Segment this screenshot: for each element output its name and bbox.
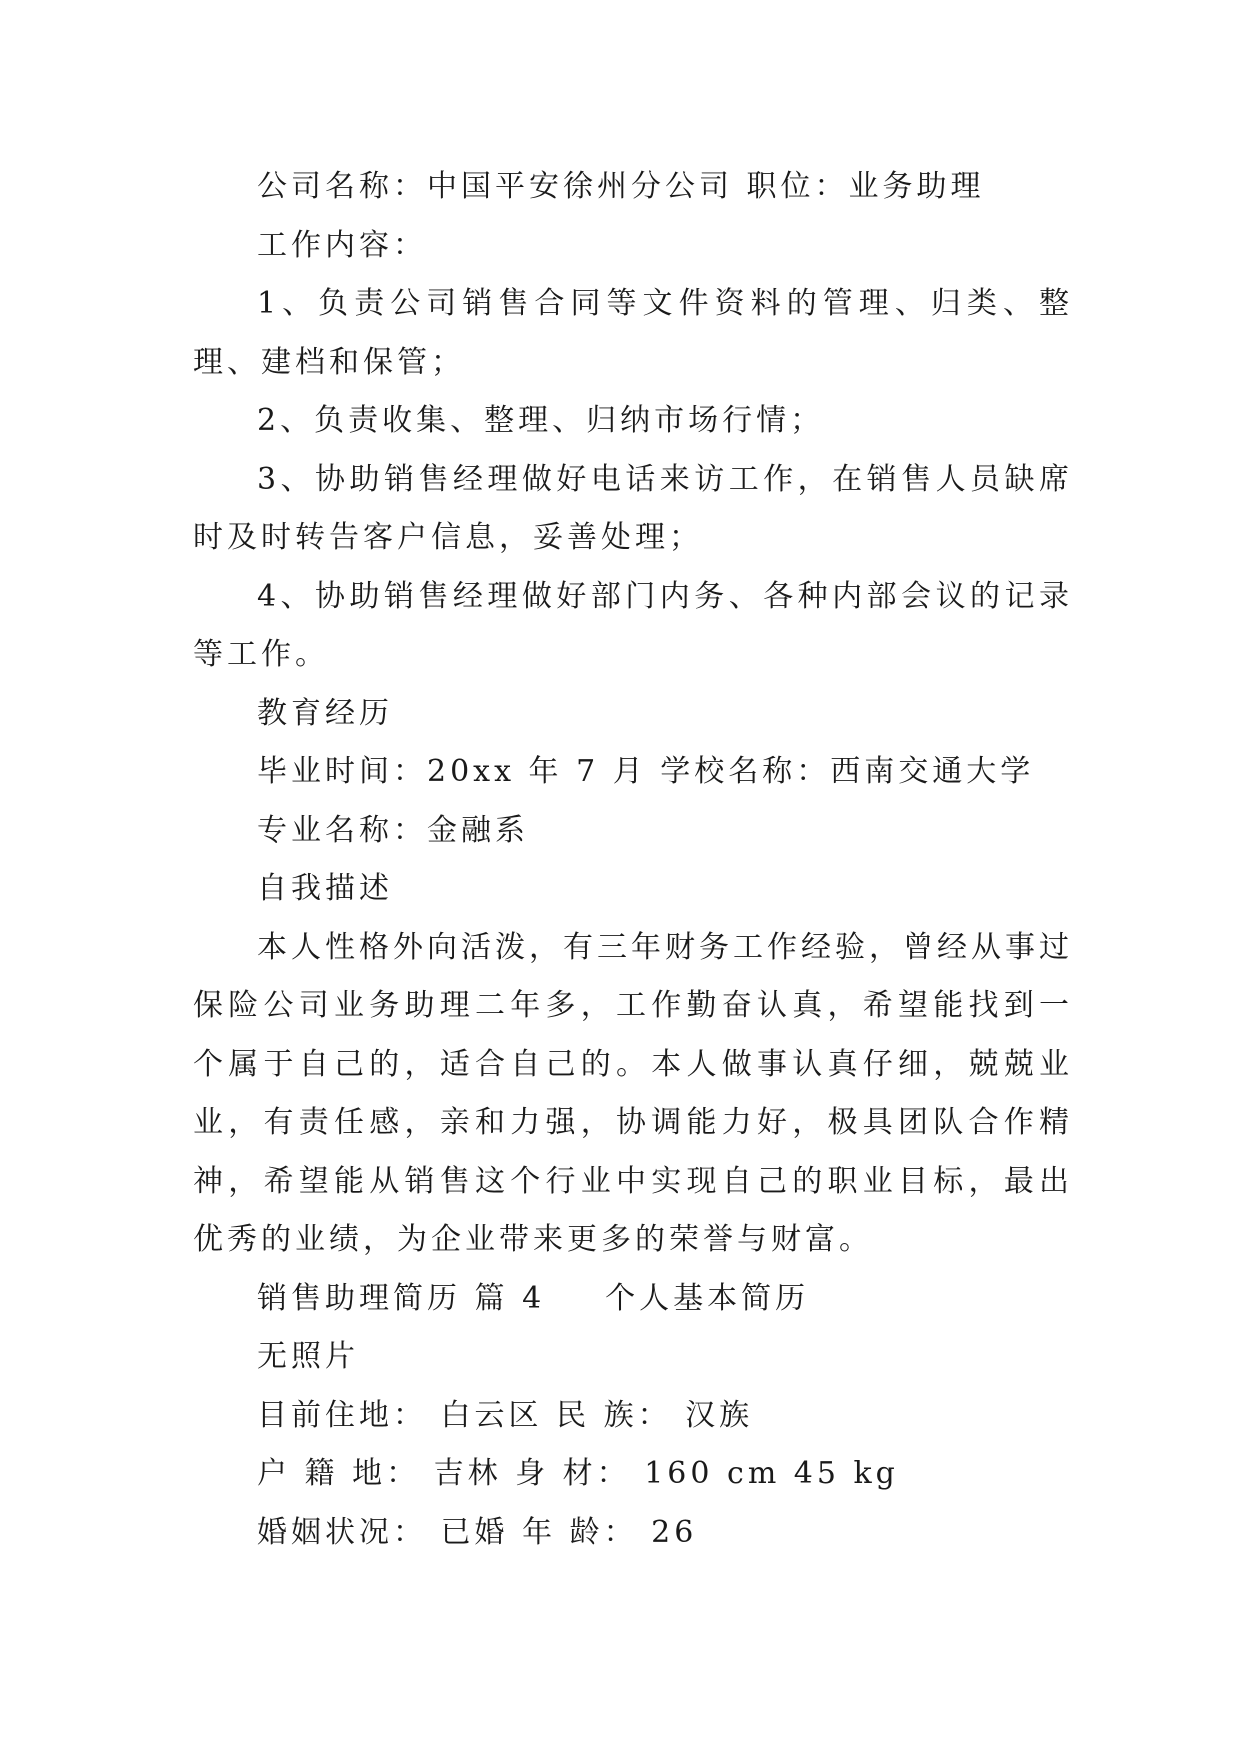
education-heading: 教育经历 <box>257 695 393 731</box>
duty-item-3: 3、协助销售经理做好电话来访工作，在销售人员缺席时及时转告客户信息，妥善处理； <box>193 461 1073 555</box>
info-row-hometown: 户 籍 地： 吉林 身 材： 160 cm 45 kg <box>257 1456 899 1491</box>
self-description-text: 本人性格外向活泼，有三年财务工作经验，曾经从事过保险公司业务助理二年多，工作勤奋认真，希望能找到一个属于自己的，适合自己的。本人做事认真仔细，兢兢业业，有责任感，亲和力强，协调能力好，极具团队合作精神，希望能从销售这个行业中实现自己的职业目标，最出优秀的业绩，为企业带来更多的荣誉与财富。 <box>193 929 1073 1257</box>
resume-title-left: 销售助理简历 篇 4 <box>257 1280 546 1316</box>
major-line: 专业名称：金融系 <box>257 812 529 848</box>
self-description-heading: 自我描述 <box>257 871 393 906</box>
info-row-residence: 目前住地： 白云区 民 族： 汉族 <box>257 1397 754 1433</box>
duty-item-4: 4、协助销售经理做好部门内务、各种内部会议的记录等工作。 <box>193 578 1073 672</box>
info-row-marital: 婚姻状况： 已婚 年 龄： 26 <box>257 1514 698 1550</box>
work-content-heading: 工作内容： <box>257 227 427 263</box>
company-position-line: 公司名称：中国平安徐州分公司 职位：业务助理 <box>257 169 985 204</box>
duty-item-2: 2、负责收集、整理、归纳市场行情； <box>257 403 825 438</box>
graduation-line: 毕业时间：20xx 年 7 月 学校名称：西南交通大学 <box>257 754 1035 789</box>
resume-section-title <box>193 1270 1073 1329</box>
photo-note: 无照片 <box>257 1339 359 1374</box>
duty-item-1: 1、负责公司销售合同等文件资料的管理、归类、整理、建档和保管； <box>193 286 1073 380</box>
document-body <box>193 158 1073 1562</box>
resume-title-right: 个人基本简历 <box>605 1280 810 1316</box>
